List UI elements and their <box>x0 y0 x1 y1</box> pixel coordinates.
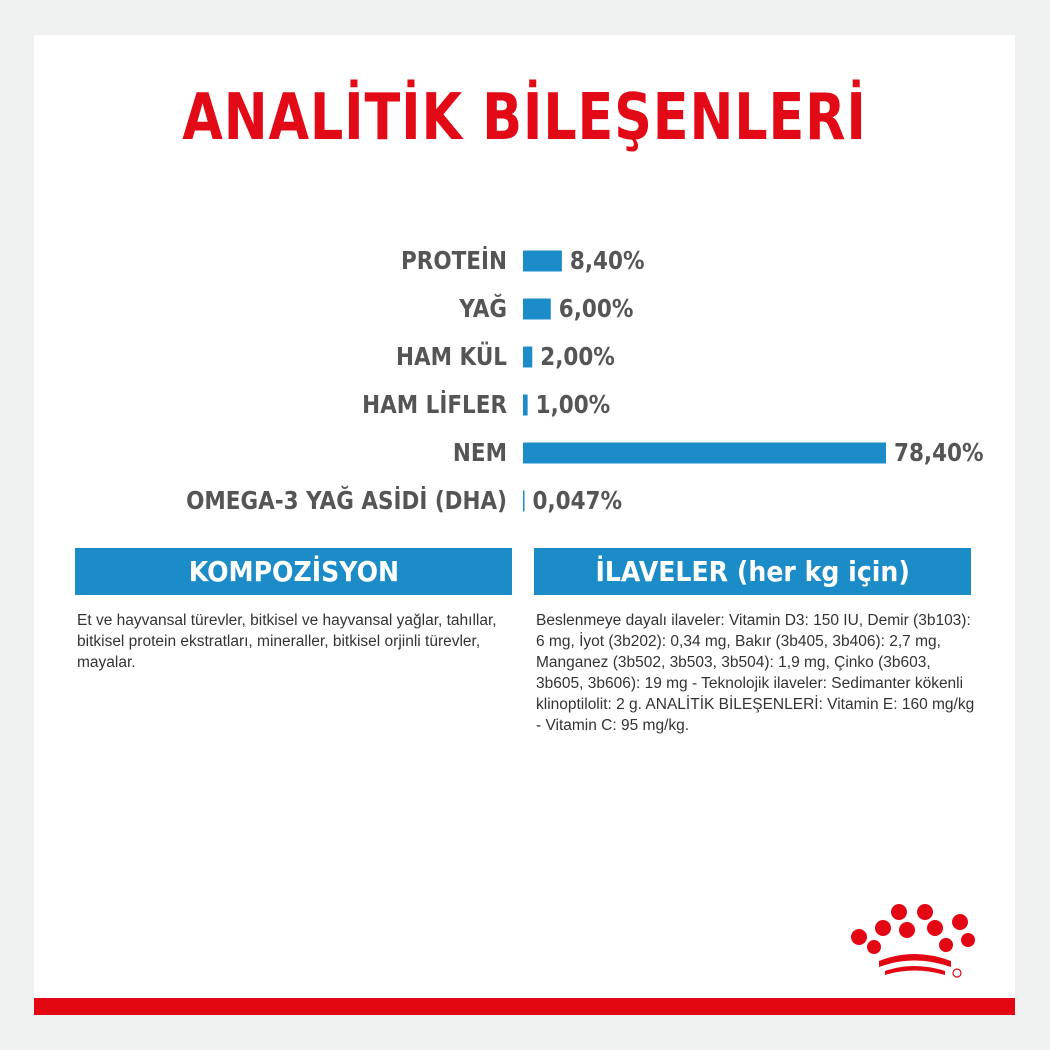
category-label: HAM LİFLER <box>362 390 531 419</box>
bar <box>523 443 886 464</box>
category-label: NEM <box>452 438 507 467</box>
kompozisyon-header <box>75 548 512 595</box>
bar <box>523 347 532 368</box>
category-label: OMEGA-3 YAĞ ASİDİ (DHA) <box>186 486 560 515</box>
nutrient-bar-chart <box>34 35 1015 535</box>
kompozisyon-text: Et ve hayvansal türevler, bitkisel ve hayvansal yağlar, tahıllar, bitkisel protein ekstratları, mineraller, bitkisel orjinli türevler, mayalar. <box>77 612 497 671</box>
data-label: 78,40% <box>894 438 984 467</box>
content-card <box>34 35 1015 1015</box>
kompozisyon-heading: KOMPOZİSYON <box>188 555 399 588</box>
data-label: 1,00% <box>535 390 611 419</box>
category-label: YAĞ <box>459 294 515 323</box>
bar <box>523 395 528 416</box>
bar <box>523 251 562 272</box>
bar <box>523 299 551 320</box>
royal-canin-crown-icon <box>839 901 979 981</box>
category-label: PROTEİN <box>401 246 525 275</box>
page-title: ANALİTİK BİLEŞENLERİ <box>182 81 867 155</box>
ilaveler-heading: İLAVELER (her kg için) <box>595 555 910 588</box>
bar <box>523 491 525 512</box>
data-label: 2,00% <box>540 342 615 371</box>
category-label: HAM KÜL <box>396 342 526 371</box>
data-label: 8,40% <box>569 246 645 275</box>
bottom-red-stripe <box>34 998 1015 1015</box>
data-label: 6,00% <box>558 294 634 323</box>
data-label: 0,047% <box>532 486 623 515</box>
ilaveler-text: Beslenmeye dayalı ilaveler: Vitamin D3: 150 IU, Demir (3b103): 6 mg, İyot (3b202): 0,34 mg, Bakır (3b405, 3b406): 2,7 mg, Manganez (3b502, 3b503, 3b504): 1,9 mg, Çinko (3b603, 3b605, 3b606): 19 mg - Teknolojik ilaveler: Sedimanter kökenli klinoptilolit: 2 g. ANALİTİK BİLEŞENLERİ: Vitamin E: 160 mg/kg - Vitamin C: 95 mg/kg. <box>536 612 975 734</box>
ilaveler-header <box>534 548 971 595</box>
